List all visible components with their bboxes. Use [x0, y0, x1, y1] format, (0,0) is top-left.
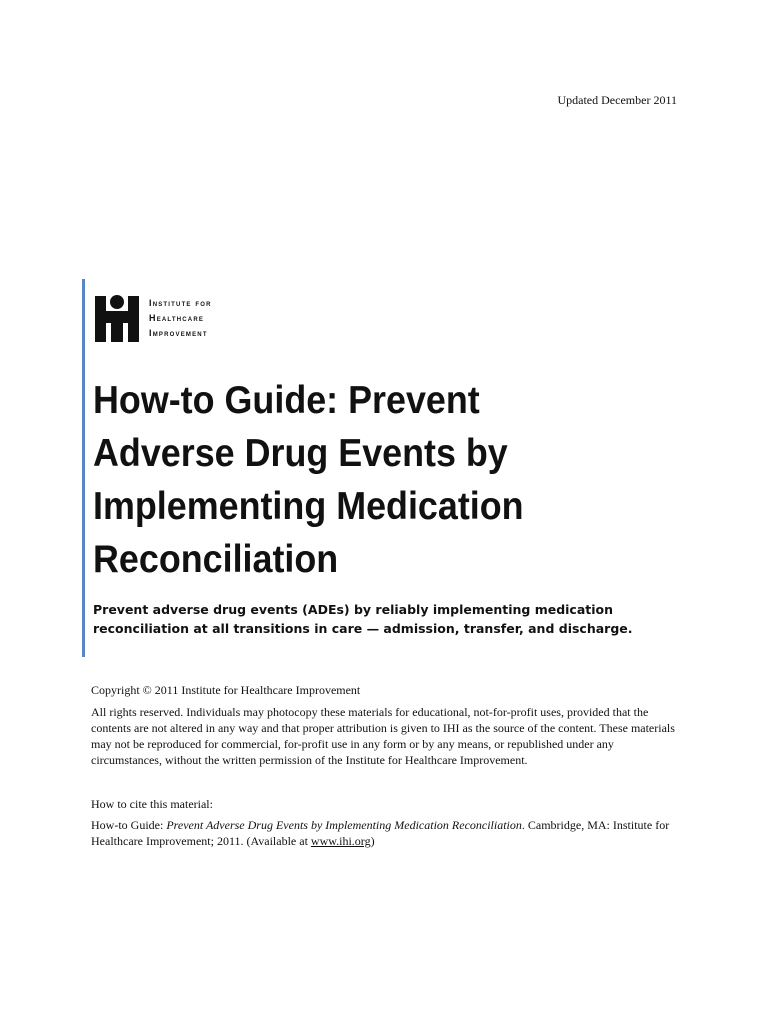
- title-line-3: Implementing Medication: [93, 485, 524, 528]
- title-line-1: How-to Guide: Prevent: [93, 379, 480, 422]
- ihi-website-link[interactable]: www.ihi.org: [310, 834, 371, 848]
- updated-date: Updated December 2011: [557, 93, 677, 107]
- citation-label: How to cite this material:: [91, 797, 213, 811]
- citation-text: [91, 817, 683, 849]
- ihi-logo: [95, 296, 212, 342]
- subtitle-line-2: reconciliation at all transitions in care — admission, transfer, and discharge.: [93, 621, 633, 636]
- citation-prefix: How-to Guide:: [91, 818, 167, 832]
- copyright-notice: Copyright © 2011 Institute for Healthcare Improvement: [91, 683, 361, 697]
- document-title: [93, 374, 608, 586]
- rights-statement: All rights reserved. Individuals may photocopy these materials for educational, not-for-profit uses, provided that the contents are not altered in any way and that proper attribution is given to IHI as the source of the content. These materials may not be reproduced for commercial, for-profit use in any form or by any means, or republished under any circumstances, without the written permission of the Institute for Healthcare Improvement.: [91, 705, 675, 767]
- title-block: [82, 279, 693, 657]
- logo-line-3: Improvement: [149, 328, 208, 338]
- title-line-2: Adverse Drug Events by: [93, 432, 508, 475]
- ihi-logo-icon: [95, 296, 139, 342]
- subtitle-line-1: Prevent adverse drug events (ADEs) by reliably implementing medication: [93, 602, 614, 617]
- citation-middle: . Cambridge, MA: Institute for Healthcare Improvement; 2011. (Available at: [91, 818, 670, 848]
- title-line-4: Reconciliation: [93, 538, 339, 581]
- logo-line-2: Healthcare: [149, 313, 205, 323]
- citation-title: Prevent Adverse Drug Events by Implementing Medication Reconciliation: [166, 818, 522, 832]
- citation-suffix: ): [370, 834, 375, 848]
- logo-line-1: Institute for: [149, 298, 212, 308]
- logo-wordmark: [149, 296, 212, 341]
- document-subtitle: [93, 600, 653, 638]
